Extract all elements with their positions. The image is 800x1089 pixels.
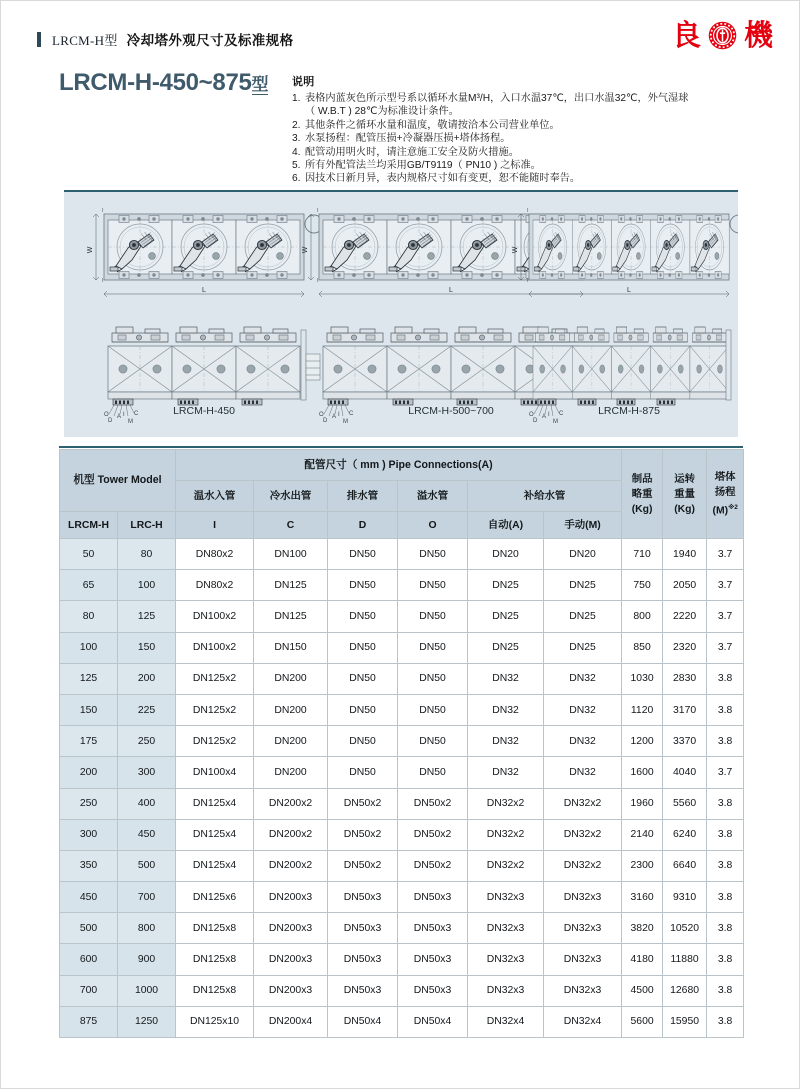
- table-cell: DN20: [468, 539, 544, 570]
- table-cell: DN32x3: [468, 913, 544, 944]
- note-item: [292, 159, 747, 172]
- note-text: 其他条件之循环水量和温度，敬请按洽本公司营业单位。: [305, 119, 560, 131]
- diagram-panel: [64, 190, 738, 437]
- table-cell: DN32: [468, 663, 544, 694]
- table-cell: DN50x3: [398, 975, 468, 1006]
- cell-tower-model-lrcm: 175: [60, 726, 118, 757]
- svg-text:W: W: [512, 246, 519, 254]
- table-cell: DN100x4: [176, 757, 254, 788]
- table-cell: DN125x4: [176, 819, 254, 850]
- table-row: [60, 944, 744, 975]
- table-row: [60, 601, 744, 632]
- svg-text:L: L: [202, 287, 206, 294]
- table-cell: DN50x3: [328, 944, 398, 975]
- company-logo: [671, 18, 773, 52]
- table-cell: DN200x3: [254, 882, 328, 913]
- note-number: 5.: [292, 160, 301, 172]
- table-cell: DN32: [544, 663, 622, 694]
- diagram-caption-0: LRCM-H-450: [173, 405, 235, 417]
- table-cell: DN50x4: [398, 1006, 468, 1037]
- cell-tower-model-lrc: 125: [118, 601, 176, 632]
- table-cell: 10520: [663, 913, 707, 944]
- table-cell: DN32: [544, 726, 622, 757]
- svg-text:C: C: [349, 411, 354, 417]
- table-cell: 5560: [663, 788, 707, 819]
- table-cell: 710: [622, 539, 663, 570]
- drawing-lrcm-h-450: [87, 208, 323, 425]
- th-tower-model-en: Tower Model: [97, 474, 162, 486]
- table-cell: DN50x3: [398, 882, 468, 913]
- table-cell: 2830: [663, 663, 707, 694]
- table-cell: DN20: [544, 539, 622, 570]
- svg-text:M: M: [343, 419, 348, 425]
- th-tower-head-unit: [707, 500, 743, 518]
- table-cell: DN50: [328, 726, 398, 757]
- table-cell: 3820: [622, 913, 663, 944]
- table-row: [60, 975, 744, 1006]
- table-cell: 3.8: [707, 944, 744, 975]
- cell-tower-model-lrc: 1000: [118, 975, 176, 1006]
- note-text: 配管动用明火时，请注意施工安全及防火措施。: [305, 146, 519, 158]
- page-title: 冷却塔外观尺寸及标准规格: [126, 33, 294, 48]
- svg-text:I: I: [123, 412, 125, 418]
- svg-text:L: L: [627, 287, 631, 294]
- cell-tower-model-lrcm: 65: [60, 570, 118, 601]
- table-cell: 15950: [663, 1006, 707, 1037]
- logo-char-left: 良: [671, 18, 701, 52]
- th-pipe-group: 配管尺寸（ mm ) Pipe Connections(A): [176, 450, 622, 481]
- th-tower-model-cn: 机型: [73, 474, 95, 486]
- th-code-2: I: [176, 512, 254, 539]
- table-cell: DN32x3: [468, 975, 544, 1006]
- table-cell: DN80x2: [176, 539, 254, 570]
- cell-tower-model-lrcm: 250: [60, 788, 118, 819]
- th-sub-2: 排水管: [328, 481, 398, 512]
- table-cell: 1030: [622, 663, 663, 694]
- table-cell: DN50: [398, 632, 468, 663]
- table-cell: DN50: [328, 601, 398, 632]
- table-cell: DN100x2: [176, 632, 254, 663]
- table-cell: DN125x4: [176, 850, 254, 881]
- note-number: 3.: [292, 133, 301, 145]
- header-accent-bar: [37, 32, 41, 47]
- svg-text:I: I: [527, 208, 529, 214]
- note-text: 水泵扬程：配管压损+冷凝器压损+塔体扬程。: [305, 133, 511, 145]
- cell-tower-model-lrc: 500: [118, 850, 176, 881]
- table-cell: 3.8: [707, 1006, 744, 1037]
- table-cell: DN32: [544, 757, 622, 788]
- table-cell: DN25: [544, 632, 622, 663]
- table-cell: DN125x2: [176, 663, 254, 694]
- model-heading-main: LRCM-H-450~875: [59, 69, 252, 96]
- svg-text:I: I: [548, 412, 550, 418]
- table-cell: DN50x2: [398, 850, 468, 881]
- table-cell: DN125x2: [176, 694, 254, 725]
- table-cell: DN32x3: [468, 944, 544, 975]
- th-code-3: C: [254, 512, 328, 539]
- table-cell: DN50: [398, 539, 468, 570]
- svg-text:I: I: [102, 278, 104, 284]
- th-tower-head-unit-text: (M): [712, 505, 729, 517]
- table-cell: DN200: [254, 757, 328, 788]
- cell-tower-model-lrcm: 700: [60, 975, 118, 1006]
- table-cell: DN50: [328, 694, 398, 725]
- th-sub-0: 温水入管: [176, 481, 254, 512]
- svg-text:D: D: [533, 418, 538, 424]
- cell-tower-model-lrcm: 100: [60, 632, 118, 663]
- table-cell: 1120: [622, 694, 663, 725]
- table-cell: DN100x2: [176, 601, 254, 632]
- table-cell: DN50: [328, 663, 398, 694]
- table-row: [60, 882, 744, 913]
- svg-text:L: L: [449, 287, 453, 294]
- table-row: [60, 788, 744, 819]
- diagram-caption-1: LRCM-H-500~700: [408, 405, 494, 417]
- th-tower-model: [60, 450, 176, 512]
- table-cell: 3.8: [707, 788, 744, 819]
- cell-tower-model-lrc: 150: [118, 632, 176, 663]
- svg-text:I: I: [317, 208, 319, 214]
- table-row: [60, 694, 744, 725]
- table-cell: DN32: [544, 694, 622, 725]
- cell-tower-model-lrcm: 350: [60, 850, 118, 881]
- svg-text:A: A: [117, 414, 122, 420]
- table-cell: DN200x2: [254, 850, 328, 881]
- table-cell: 3.8: [707, 882, 744, 913]
- table-cell: DN25: [468, 570, 544, 601]
- table-cell: DN125x4: [176, 788, 254, 819]
- svg-text:D: D: [108, 418, 113, 424]
- table-cell: 750: [622, 570, 663, 601]
- note-number: 6.: [292, 173, 301, 185]
- th-tower-head-l1: 塔体: [714, 471, 736, 483]
- svg-text:I: I: [317, 278, 319, 284]
- table-cell: DN32x2: [544, 788, 622, 819]
- table-cell: 3.7: [707, 757, 744, 788]
- table-cell: DN125x8: [176, 975, 254, 1006]
- table-cell: 3.8: [707, 726, 744, 757]
- th-code-0: LRCM-H: [60, 512, 118, 539]
- spec-table-wrap: [59, 449, 743, 1038]
- svg-text:W: W: [302, 246, 309, 254]
- table-cell: 3.8: [707, 975, 744, 1006]
- table-cell: DN32x4: [468, 1006, 544, 1037]
- th-sub-4: 补给水管: [468, 481, 622, 512]
- cell-tower-model-lrc: 300: [118, 757, 176, 788]
- th-product-weight: [622, 450, 663, 539]
- table-row: [60, 539, 744, 570]
- table-row: [60, 663, 744, 694]
- table-cell: 3.8: [707, 913, 744, 944]
- svg-text:I: I: [102, 208, 104, 214]
- table-cell: DN125x6: [176, 882, 254, 913]
- table-cell: DN32x2: [544, 819, 622, 850]
- table-cell: DN32x3: [468, 882, 544, 913]
- th-sub-1: 冷水出管: [254, 481, 328, 512]
- table-cell: 5600: [622, 1006, 663, 1037]
- table-cell: DN50x4: [328, 1006, 398, 1037]
- note-text: 所有外配管法兰均采用GB/T9119（ PN10 ) 之标准。: [305, 160, 541, 172]
- cell-tower-model-lrcm: 300: [60, 819, 118, 850]
- th-code-6: 自动(A): [468, 512, 544, 539]
- table-cell: 2300: [622, 850, 663, 881]
- table-cell: DN50: [328, 539, 398, 570]
- table-cell: 3.8: [707, 819, 744, 850]
- table-cell: 1600: [622, 757, 663, 788]
- table-cell: DN50x3: [328, 975, 398, 1006]
- table-row: [60, 726, 744, 757]
- svg-text:I: I: [338, 412, 340, 418]
- svg-text:M: M: [128, 419, 133, 425]
- cell-tower-model-lrc: 1250: [118, 1006, 176, 1037]
- th-code-1: LRC-H: [118, 512, 176, 539]
- table-cell: 4040: [663, 757, 707, 788]
- table-cell: DN200x3: [254, 913, 328, 944]
- svg-text:C: C: [134, 411, 139, 417]
- svg-text:O: O: [529, 412, 534, 418]
- table-cell: DN50x3: [328, 882, 398, 913]
- cell-tower-model-lrcm: 80: [60, 601, 118, 632]
- th-product-weight-unit: (Kg): [631, 503, 653, 515]
- table-cell: DN50: [328, 570, 398, 601]
- table-cell: 3.7: [707, 601, 744, 632]
- table-cell: DN50: [398, 694, 468, 725]
- table-cell: 1960: [622, 788, 663, 819]
- table-head: [60, 450, 744, 539]
- table-cell: DN200: [254, 694, 328, 725]
- th-code-7: 手动(M): [544, 512, 622, 539]
- cell-tower-model-lrc: 900: [118, 944, 176, 975]
- table-cell: DN80x2: [176, 570, 254, 601]
- table-cell: DN50x2: [328, 850, 398, 881]
- cell-tower-model-lrc: 700: [118, 882, 176, 913]
- cell-tower-model-lrcm: 450: [60, 882, 118, 913]
- table-row: [60, 632, 744, 663]
- th-product-weight-l2: 略重: [631, 488, 653, 500]
- table-cell: 11880: [663, 944, 707, 975]
- cell-tower-model-lrc: 225: [118, 694, 176, 725]
- table-cell: DN32x3: [544, 975, 622, 1006]
- cell-tower-model-lrcm: 125: [60, 663, 118, 694]
- th-operating-weight-unit: (Kg): [674, 503, 695, 515]
- table-cell: DN50: [398, 726, 468, 757]
- notes-block: [292, 73, 747, 186]
- table-cell: 4500: [622, 975, 663, 1006]
- note-text: 表格内蓝灰色所示型号系以循环水量M³/H，入口水温37℃，出口水温32℃，外气湿球 （ W.B.T ) 28℃为标准设计条件。: [305, 93, 689, 118]
- table-cell: 3370: [663, 726, 707, 757]
- svg-text:I: I: [527, 278, 529, 284]
- table-cell: DN50x3: [398, 913, 468, 944]
- table-cell: DN200x3: [254, 944, 328, 975]
- table-cell: DN150: [254, 632, 328, 663]
- note-number: 1.: [292, 93, 301, 104]
- cell-tower-model-lrc: 80: [118, 539, 176, 570]
- table-cell: 4180: [622, 944, 663, 975]
- table-body: [60, 539, 744, 1038]
- table-cell: DN200x3: [254, 975, 328, 1006]
- table-cell: DN32x2: [468, 788, 544, 819]
- table-cell: DN50x2: [328, 819, 398, 850]
- table-cell: 3.8: [707, 694, 744, 725]
- th-code-5: O: [398, 512, 468, 539]
- table-cell: DN50: [328, 632, 398, 663]
- notes-heading: 说明: [292, 76, 315, 88]
- table-cell: DN200x2: [254, 819, 328, 850]
- table-cell: 12680: [663, 975, 707, 1006]
- logo-char-right: 機: [743, 18, 773, 52]
- header-title-group: [37, 29, 293, 49]
- model-heading: [59, 69, 268, 97]
- table-cell: 9310: [663, 882, 707, 913]
- svg-text:M: M: [553, 419, 558, 425]
- table-cell: DN200x4: [254, 1006, 328, 1037]
- table-cell: DN32x2: [468, 850, 544, 881]
- table-cell: 1940: [663, 539, 707, 570]
- table-cell: DN32x3: [544, 944, 622, 975]
- table-cell: DN200x2: [254, 788, 328, 819]
- th-code-4: D: [328, 512, 398, 539]
- th-product-weight-l1: 制品: [631, 473, 653, 485]
- table-cell: DN50x2: [328, 788, 398, 819]
- table-cell: DN32: [468, 694, 544, 725]
- table-cell: DN50: [398, 757, 468, 788]
- drawing-lrcm-h-875: [512, 208, 738, 425]
- cell-tower-model-lrc: 250: [118, 726, 176, 757]
- table-cell: DN32: [468, 726, 544, 757]
- table-cell: 3.7: [707, 570, 744, 601]
- table-cell: DN25: [544, 601, 622, 632]
- table-cell: DN32x3: [544, 882, 622, 913]
- table-cell: 3170: [663, 694, 707, 725]
- table-cell: DN200: [254, 663, 328, 694]
- cell-tower-model-lrcm: 50: [60, 539, 118, 570]
- table-cell: DN25: [544, 570, 622, 601]
- svg-text:W: W: [87, 246, 94, 254]
- th-operating-weight: [663, 450, 707, 539]
- table-cell: 6640: [663, 850, 707, 881]
- table-cell: 1200: [622, 726, 663, 757]
- th-operating-weight-l1: 运转: [674, 473, 695, 485]
- table-cell: DN32x2: [544, 850, 622, 881]
- gear-icon: [708, 21, 737, 50]
- cell-tower-model-lrc: 200: [118, 663, 176, 694]
- table-cell: 3.7: [707, 539, 744, 570]
- diagram-caption-2: LRCM-H-875: [598, 405, 660, 417]
- note-item: [292, 146, 747, 159]
- table-cell: DN25: [468, 632, 544, 663]
- cell-tower-model-lrc: 450: [118, 819, 176, 850]
- table-cell: DN32x4: [544, 1006, 622, 1037]
- th-tower-head-superscript: ※2: [728, 503, 738, 511]
- table-cell: DN125x2: [176, 726, 254, 757]
- table-cell: 2220: [663, 601, 707, 632]
- table-cell: 800: [622, 601, 663, 632]
- note-item: [292, 119, 747, 132]
- cell-tower-model-lrcm: 200: [60, 757, 118, 788]
- note-number: 2.: [292, 119, 301, 131]
- table-cell: DN100: [254, 539, 328, 570]
- header-model-code: LRCM-H型: [52, 33, 118, 48]
- table-cell: DN32x2: [468, 819, 544, 850]
- table-cell: 3160: [622, 882, 663, 913]
- table-cell: DN125x8: [176, 913, 254, 944]
- cell-tower-model-lrcm: 150: [60, 694, 118, 725]
- table-cell: DN50x3: [328, 913, 398, 944]
- table-row: [60, 913, 744, 944]
- svg-text:O: O: [104, 412, 109, 418]
- note-item: [292, 172, 747, 185]
- table-cell: DN50: [398, 663, 468, 694]
- cell-tower-model-lrc: 100: [118, 570, 176, 601]
- table-cell: 2320: [663, 632, 707, 663]
- th-operating-weight-l2: 重量: [674, 488, 695, 500]
- th-tower-head-l2: 扬程: [714, 486, 736, 498]
- th-tower-head: [707, 450, 744, 539]
- table-cell: 3.7: [707, 632, 744, 663]
- table-cell: DN50x2: [398, 788, 468, 819]
- table-cell: DN50x3: [398, 944, 468, 975]
- table-cell: DN32x3: [544, 913, 622, 944]
- table-cell: 3.8: [707, 663, 744, 694]
- table-cell: 6240: [663, 819, 707, 850]
- table-top-rule: [59, 446, 743, 448]
- table-cell: DN50: [398, 601, 468, 632]
- note-item: [292, 92, 747, 119]
- svg-text:A: A: [332, 414, 337, 420]
- cell-tower-model-lrcm: 500: [60, 913, 118, 944]
- tower-drawings: [64, 192, 738, 437]
- table-cell: DN125x10: [176, 1006, 254, 1037]
- cell-tower-model-lrc: 400: [118, 788, 176, 819]
- table-cell: DN125x8: [176, 944, 254, 975]
- table-cell: DN125: [254, 601, 328, 632]
- cell-tower-model-lrcm: 875: [60, 1006, 118, 1037]
- table-cell: DN200: [254, 726, 328, 757]
- table-row: [60, 570, 744, 601]
- model-heading-suffix: 型: [251, 75, 269, 94]
- table-cell: DN25: [468, 601, 544, 632]
- page-header: [1, 18, 800, 71]
- table-row: [60, 850, 744, 881]
- notes-list: [292, 92, 747, 186]
- svg-text:A: A: [542, 414, 547, 420]
- table-cell: DN50: [328, 757, 398, 788]
- svg-text:O: O: [319, 412, 324, 418]
- table-row: [60, 1006, 744, 1037]
- cell-tower-model-lrc: 800: [118, 913, 176, 944]
- note-text: 因技术日新月异，表内规格尺寸如有变更，恕不能随时奉告。: [305, 173, 581, 185]
- table-cell: 2050: [663, 570, 707, 601]
- table-cell: 3.8: [707, 850, 744, 881]
- svg-text:D: D: [323, 418, 328, 424]
- table-cell: DN32: [468, 757, 544, 788]
- table-cell: DN50x2: [398, 819, 468, 850]
- cell-tower-model-lrcm: 600: [60, 944, 118, 975]
- table-row: [60, 757, 744, 788]
- table-cell: DN50: [398, 570, 468, 601]
- spec-table: [59, 449, 744, 1038]
- table-cell: DN125: [254, 570, 328, 601]
- svg-text:C: C: [559, 411, 564, 417]
- note-item: [292, 132, 747, 145]
- note-number: 4.: [292, 146, 301, 158]
- table-cell: 2140: [622, 819, 663, 850]
- table-row: [60, 819, 744, 850]
- table-cell: 850: [622, 632, 663, 663]
- th-sub-3: 溢水管: [398, 481, 468, 512]
